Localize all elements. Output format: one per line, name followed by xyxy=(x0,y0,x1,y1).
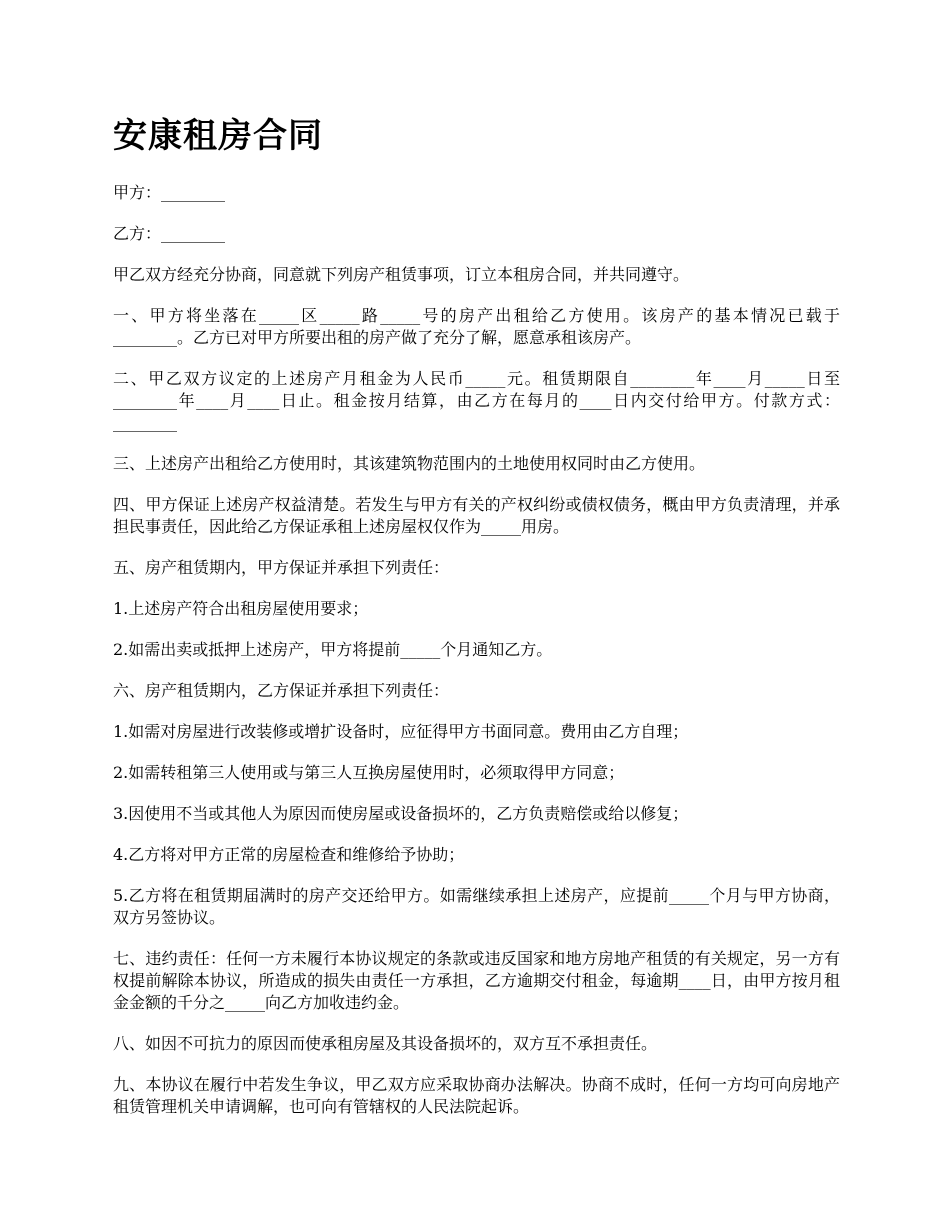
party-a-line: 甲方：________ xyxy=(113,183,226,202)
preamble-paragraph: 甲乙双方经充分协商，同意就下列房产租赁事项，订立本租房合同，并共同遵守。 xyxy=(113,265,690,284)
clause-6-item-2: 2.如需转租第三人使用或与第三人互换房屋使用时，必须取得甲方同意； xyxy=(113,763,625,782)
clause-5-heading: 五、房产租赁期内，甲方保证并承担下列责任： xyxy=(113,558,450,577)
party-b-line: 乙方：________ xyxy=(113,224,226,243)
clause-5-item-1: 1.上述房产符合出租房屋使用要求； xyxy=(113,599,369,618)
clause-3-land-use: 三、上述房产出租给乙方使用时，其该建筑物范围内的土地使用权同时由乙方使用。 xyxy=(113,454,706,473)
clause-7-breach: 七、违约责任：任何一方未履行本协议规定的条款或违反国家和地方房地产租赁的有关规定，另一方有权提前解除本协议，所造成的损失由责任一方承担，乙方逾期交付租金，每逾期____日，由甲方按月租金金额的千分之_____向乙方加收违约金。 xyxy=(113,949,840,1012)
clause-6-item-1: 1.如需对房屋进行改装修或增扩设备时，应征得甲方书面同意。费用由乙方自理； xyxy=(113,722,689,741)
clause-6-item-5: 5.乙方将在租赁期届满时的房产交还给甲方。如需继续承担上述房产，应提前_____个月与甲方协商，双方另签协议。 xyxy=(113,886,840,927)
document-page xyxy=(113,112,840,1137)
clause-8-force-majeure: 八、如因不可抗力的原因而使承租房屋及其设备损坏的，双方互不承担责任。 xyxy=(113,1034,658,1053)
clause-1-property: 一、甲方将坐落在_____区_____路_____号的房产出租给乙方使用。该房产的基本情况已载于________。乙方已对甲方所要出租的房产做了充分了解，愿意承租该房产。 xyxy=(113,306,840,347)
clause-4-ownership: 四、甲方保证上述房产权益清楚。若发生与甲方有关的产权纠纷或债权债务，概由甲方负责清理，并承担民事责任，因此给乙方保证承租上述房屋权仅作为_____用房。 xyxy=(113,495,840,536)
clause-6-item-4: 4.乙方将对甲方正常的房屋检查和维修给予协助； xyxy=(113,845,465,864)
document-title: 安康租房合同 xyxy=(113,116,323,156)
clause-5-item-2: 2.如需出卖或抵押上述房产，甲方将提前_____个月通知乙方。 xyxy=(113,640,553,659)
clause-2-rent-term: 二、甲乙双方议定的上述房产月租金为人民币_____元。租赁期限自________年____月_____日至________年____月____日止。租金按月结算，由乙方在每月的____日内交付给甲方。付款方式：________ xyxy=(113,369,840,432)
clause-6-heading: 六、房产租赁期内，乙方保证并承担下列责任： xyxy=(113,681,450,700)
clause-6-item-3: 3.因使用不当或其他人为原因而使房屋或设备损坏的，乙方负责赔偿或给以修复； xyxy=(113,804,689,823)
clause-9-disputes: 九、本协议在履行中若发生争议，甲乙双方应采取协商办法解决。协商不成时，任何一方均可向房地产租赁管理机关申请调解，也可向有管辖权的人民法院起诉。 xyxy=(113,1075,840,1116)
